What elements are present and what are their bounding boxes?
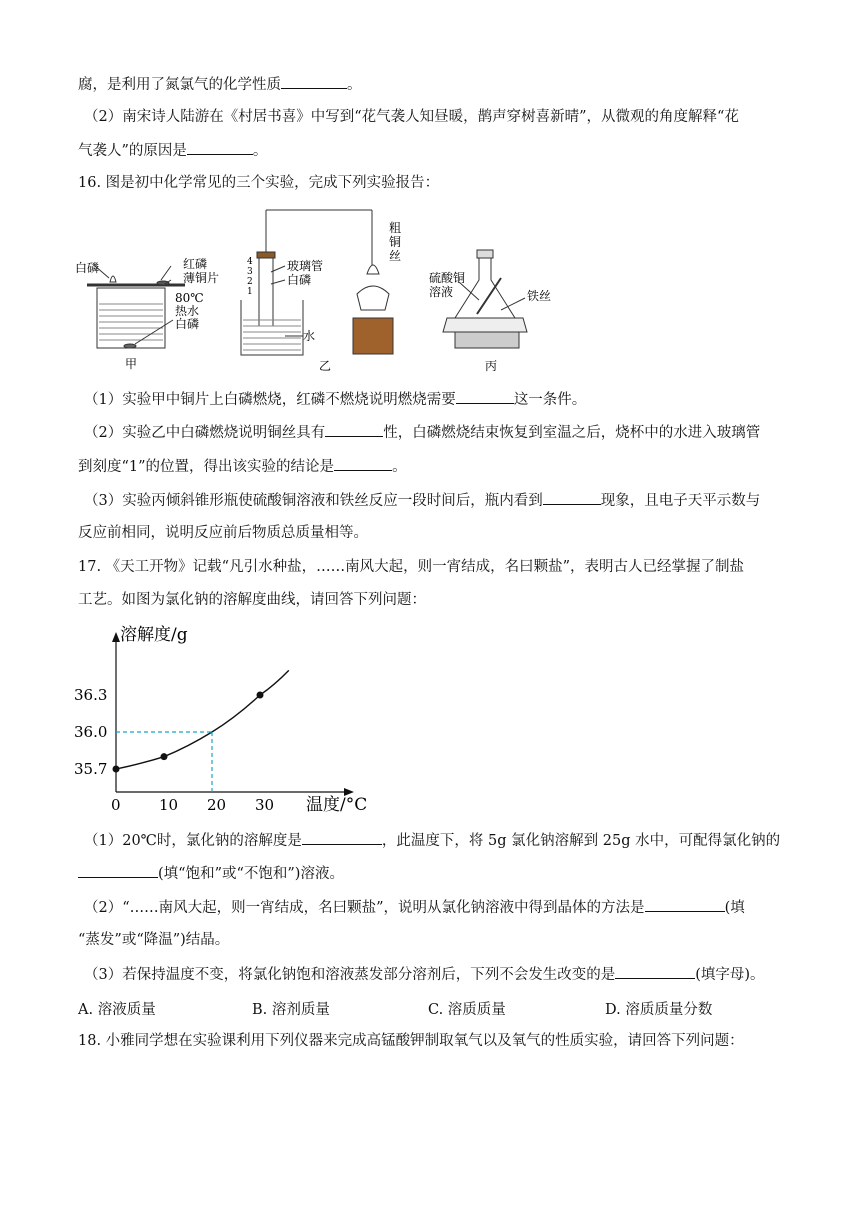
q16-title: 16. 图是初中化学常见的三个实验，完成下列实验报告：	[78, 175, 440, 191]
flame-icon	[110, 276, 116, 282]
q15-2-line-1: （2）南宋诗人陆游在《村居书喜》中写到“花气袭人知昼暖，鹊声穿树喜新晴”，从微观的角度解释“花	[84, 109, 739, 125]
q16-2-line-2	[78, 456, 407, 477]
q16-2-text-end: 。	[392, 459, 407, 475]
x-tick-label: 20	[207, 796, 227, 814]
answer-blank[interactable]	[645, 897, 725, 912]
x-tick-label: 30	[255, 796, 275, 814]
y-axis-arrow	[112, 632, 120, 642]
caption-yi: 乙	[319, 359, 332, 373]
y-tick-label: 36.0	[74, 723, 108, 741]
label-shui: 水	[303, 329, 316, 343]
answer-blank[interactable]	[456, 389, 514, 404]
solubility-curve	[116, 670, 289, 769]
label-cu-2: 铜	[389, 235, 402, 249]
burner	[353, 265, 393, 354]
y-tick-label: 36.3	[74, 686, 108, 704]
label-baihi-water: 白磷	[175, 317, 200, 331]
label-tiesi: 铁丝	[527, 289, 552, 303]
y-tick-label: 35.7	[74, 760, 108, 778]
answer-blank[interactable]	[615, 964, 695, 979]
q17-1-line-2	[78, 863, 344, 884]
option-d[interactable]: D. 溶质质量分数	[605, 1002, 713, 1018]
experiment-jia	[87, 266, 185, 348]
q17-3-line	[84, 964, 765, 985]
label-cu-3: 丝	[389, 249, 402, 263]
conical-flask	[455, 258, 515, 318]
q15-line-1	[78, 74, 362, 95]
q16-3-line-2: 反应前相同，说明反应前后物质总质量相等。	[78, 525, 368, 541]
caption-jia: 甲	[125, 357, 138, 371]
q17-line-2: 工艺。如图为氯化钠的溶解度曲线，请回答下列问题：	[78, 592, 426, 608]
label-honglin: 红磷	[183, 257, 208, 271]
q15-2-line-2	[78, 140, 267, 161]
q17-2-line-2: “蒸发”或“降温”)结晶。	[78, 932, 230, 948]
option-a[interactable]: A. 溶液质量	[78, 1002, 156, 1018]
answer-blank[interactable]	[543, 490, 601, 505]
q15-text: 腐，是利用了氮氯气的化学性质	[78, 77, 281, 93]
glass-tube	[259, 256, 273, 326]
q15-2-text-end: 。	[252, 143, 268, 159]
x-axis-label: 温度/°C	[306, 795, 368, 815]
label-temp: 80℃	[175, 291, 204, 305]
option-b[interactable]: B. 溶剂质量	[252, 1002, 330, 1018]
q16-1-line	[84, 389, 586, 410]
q17-1-text: （1）20℃时，氯化钠的溶解度是	[84, 833, 302, 849]
q16-2-text-mid: 性，白磷燃烧结束恢复到室温之后，烧杯中的水进入玻璃管	[383, 425, 761, 441]
beaker-jia	[97, 288, 165, 348]
q18-title: 18. 小雅同学想在实验课利用下列仪器来完成高锰酸钾制取氧气以及氧气的性质实验，请回答下列问题：	[78, 1033, 744, 1049]
label-cu-1: 粗	[389, 221, 402, 235]
q17-2-text-mid: (填	[724, 900, 745, 916]
alcohol-lamp	[357, 286, 389, 310]
tube-stopper	[257, 252, 275, 258]
experiment-bing	[443, 250, 527, 348]
q16-3-text: （3）实验丙倾斜锥形瓶使硫酸铜溶液和铁丝反应一段时间后，瓶内看到	[84, 493, 543, 509]
label-baihi-jia: 白磷	[75, 261, 100, 275]
q17-2-line-1	[84, 897, 745, 918]
answer-blank[interactable]	[187, 140, 253, 155]
q17-1-text-end: (填“饱和”或“不饱和”)溶液。	[158, 866, 344, 882]
white-phosphorus-water	[124, 344, 136, 348]
answer-blank[interactable]	[78, 863, 158, 878]
electronic-balance	[443, 318, 527, 332]
answer-blank[interactable]	[334, 456, 392, 471]
data-point	[161, 753, 168, 760]
label-boliguan: 玻璃管	[287, 259, 324, 273]
answer-blank[interactable]	[281, 74, 347, 89]
option-c[interactable]: C. 溶质质量	[428, 1002, 506, 1018]
q16-2-text: （2）实验乙中白磷燃烧说明铜丝具有	[84, 425, 326, 441]
q17-1-text-mid: ，此温度下，将 5g 氯化钠溶解到 25g 水中，可配得氯化钠的	[381, 833, 781, 849]
data-point	[113, 766, 120, 773]
y-axis-label: 溶解度/g	[120, 625, 188, 645]
answer-blank[interactable]	[325, 422, 383, 437]
solubility-chart	[70, 622, 370, 822]
tick-4: 4	[247, 257, 253, 267]
q15-2-text: 气袭人”的原因是	[78, 143, 187, 159]
flask-stopper	[477, 250, 493, 258]
tick-3: 3	[247, 267, 253, 277]
q16-1-text-end: 这一条件。	[513, 392, 587, 408]
q15-text-end: 。	[347, 77, 362, 93]
x-tick-label: 0	[111, 796, 121, 814]
q17-3-text-end: (填字母)。	[695, 967, 765, 983]
q17-3-options	[78, 998, 758, 1018]
label-reshui: 热水	[175, 304, 200, 318]
q16-2-text-2: 到刻度“1”的位置，得出该实验的结论是	[78, 459, 335, 475]
answer-blank[interactable]	[302, 830, 382, 845]
label-tongpian: 薄铜片	[183, 271, 220, 285]
q17-3-text: （3）若保持温度不变，将氯化钠饱和溶液蒸发部分溶剂后，下列不会发生改变的是	[84, 967, 616, 983]
q16-3-line-1	[84, 490, 760, 511]
q17-2-text: （2）“……南风大起，则一宵结成，名曰颗盐”，说明从氯化钠溶液中得到晶体的方法是	[84, 900, 645, 916]
data-point	[257, 692, 264, 699]
q16-3-text-mid: 现象，且电子天平示数与	[600, 493, 761, 509]
label-liusuan-2: 溶液	[429, 285, 454, 299]
q17-1-line-1	[84, 830, 780, 851]
balance-base	[455, 332, 519, 348]
tick-1: 1	[247, 287, 253, 297]
q16-1-text: （1）实验甲中铜片上白磷燃烧，红磷不燃烧说明燃烧需要	[84, 392, 456, 408]
label-liusuan-1: 硫酸铜	[429, 271, 466, 285]
q16-2-line-1	[84, 422, 760, 443]
test-tube	[477, 278, 501, 314]
q17-line-1: 17. 《天工开物》记载“凡引水种盐，……南风大起，则一宵结成，名曰颗盐”，表明古人已经掌握了制盐	[78, 559, 744, 575]
beaker-yi	[241, 300, 303, 355]
x-tick-label: 10	[159, 796, 179, 814]
flame-icon	[367, 265, 379, 274]
label-baihi-yi: 白磷	[287, 273, 312, 287]
tick-2: 2	[247, 277, 253, 287]
figure-16-experiments	[75, 200, 695, 380]
wood-block	[353, 318, 393, 354]
caption-bing: 丙	[485, 359, 498, 373]
